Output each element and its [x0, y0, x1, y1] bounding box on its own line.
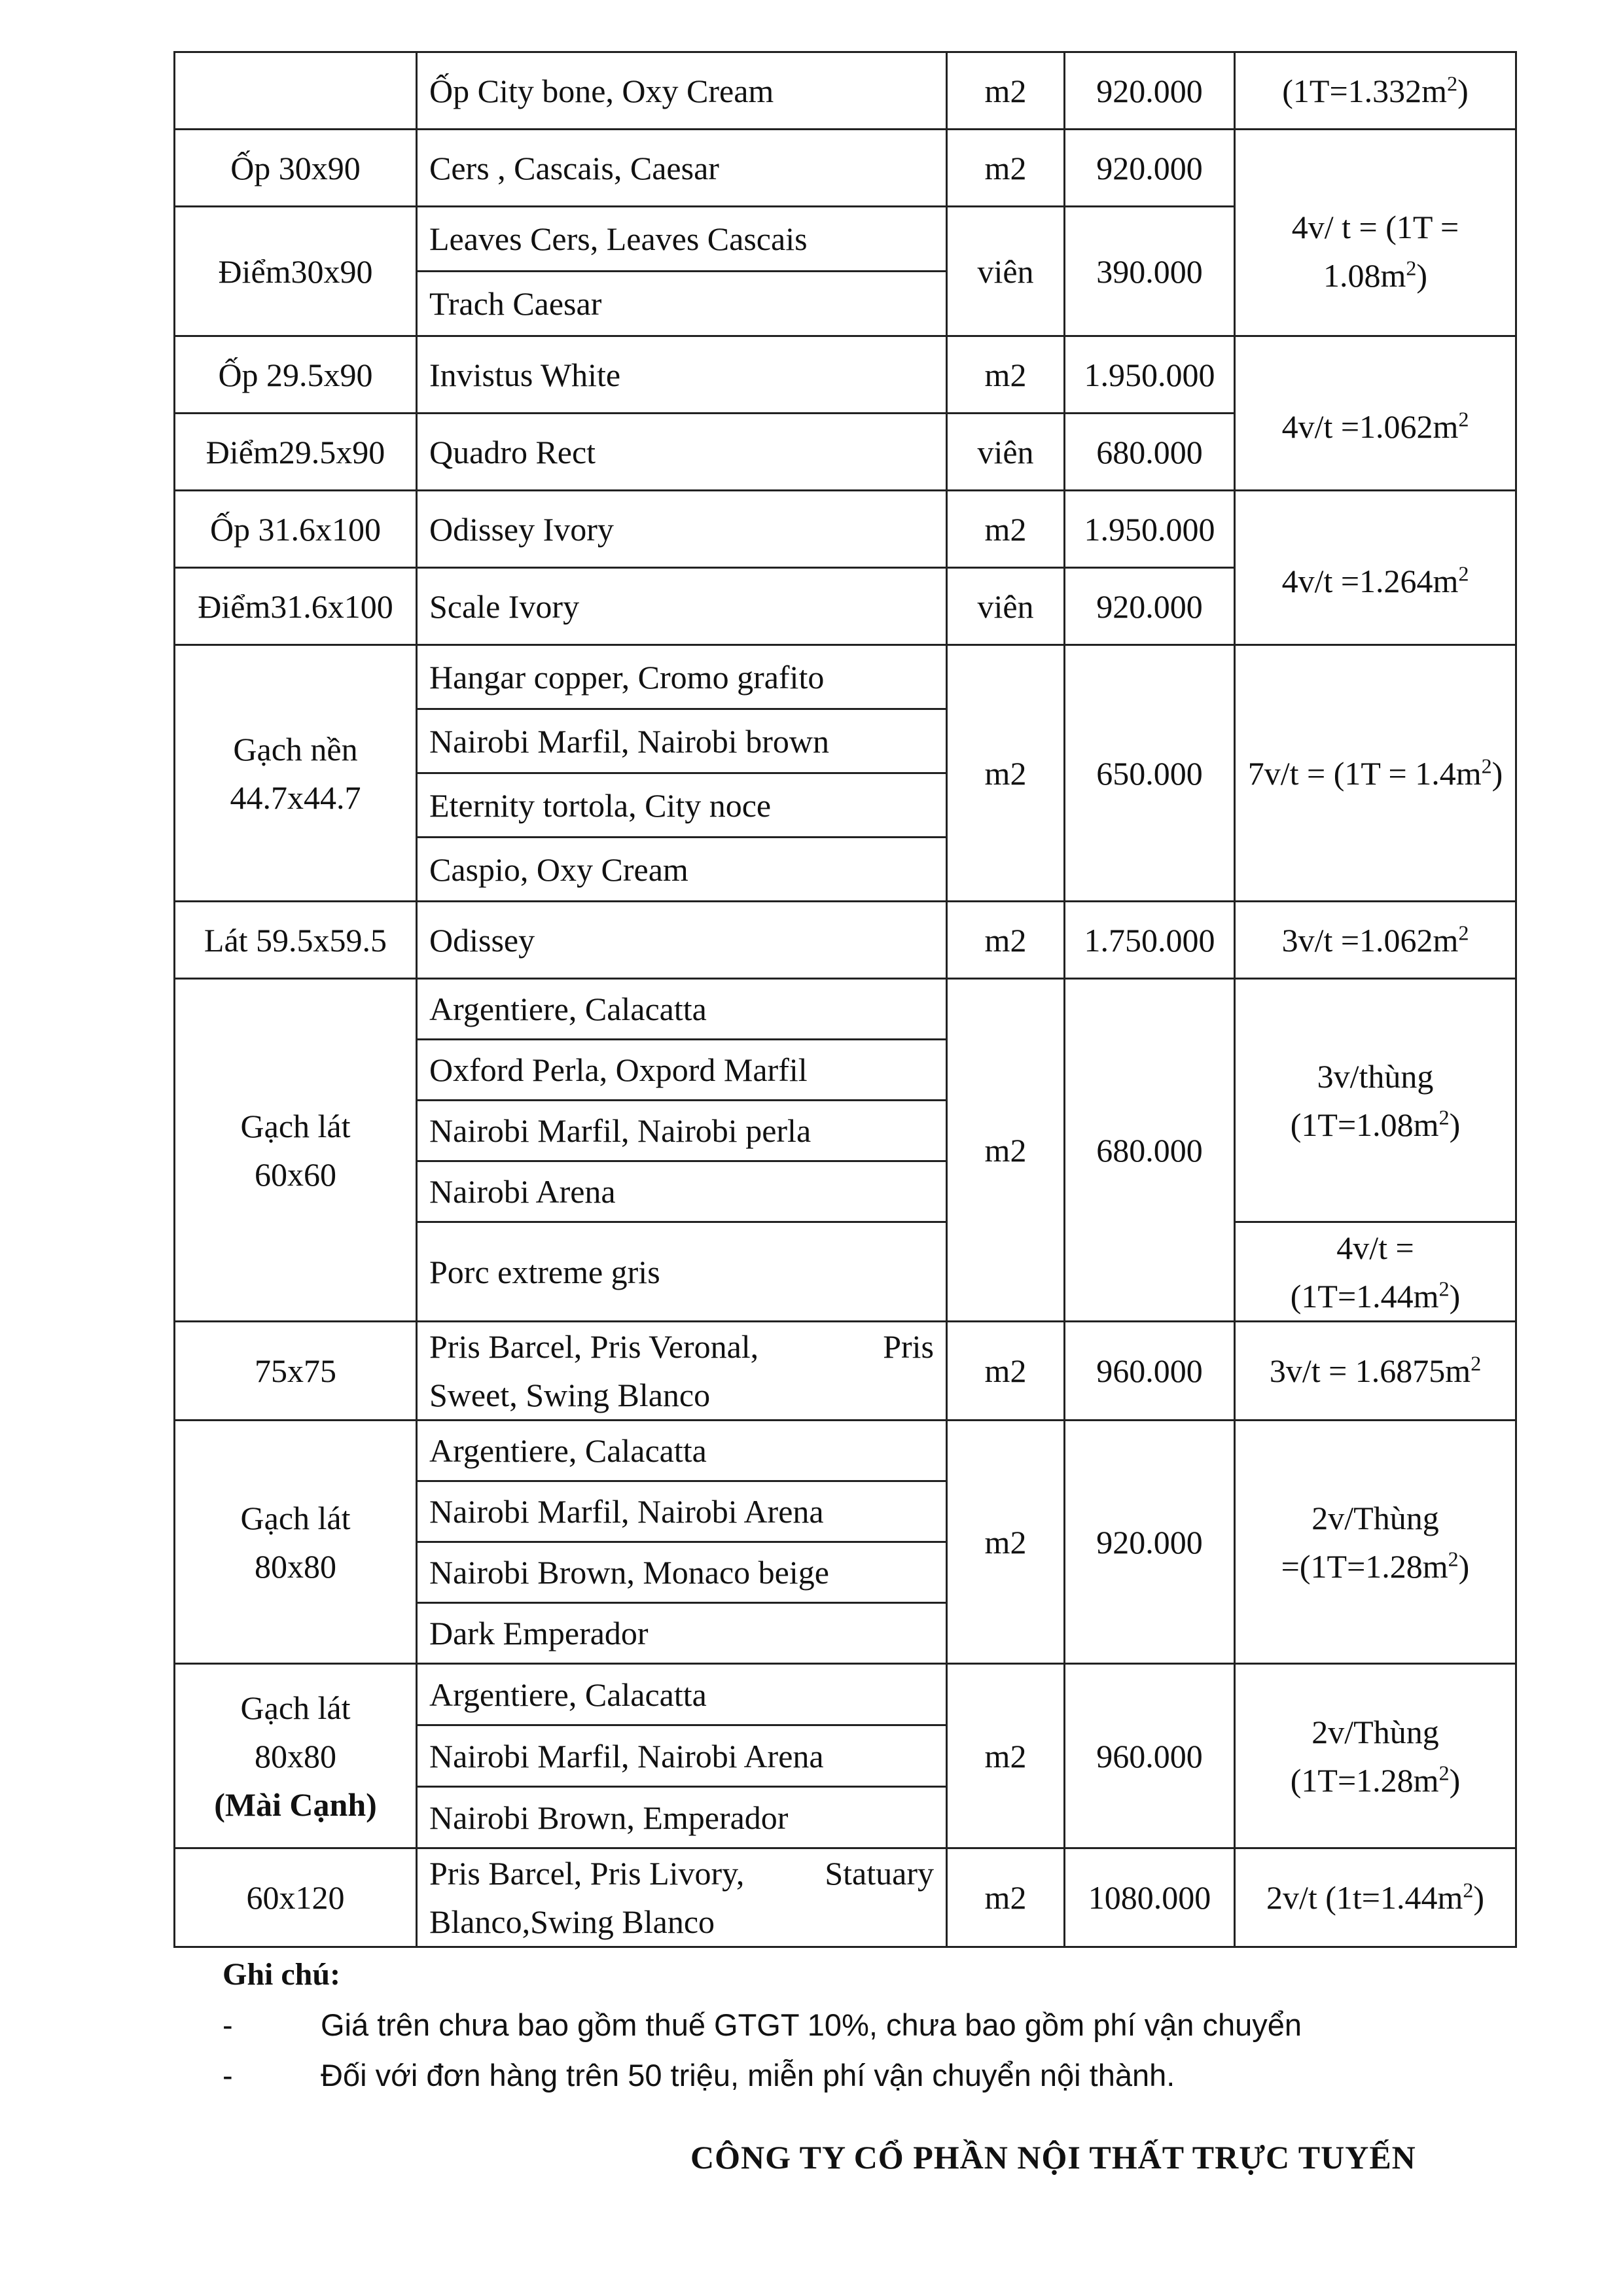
note-item — [223, 2007, 1466, 2043]
table-row — [175, 1322, 1516, 1421]
company-name: CÔNG TY CỔ PHẦN NỘI THẤT TRỰC TUYẾN — [690, 2139, 1416, 2176]
size-cell: Gạch nền 44.7x44.7 — [175, 645, 417, 902]
product-name: Scale Ivory — [417, 568, 947, 645]
pack-cell: 4v/t = $(1T=1.44m^2)$ — [1235, 1222, 1516, 1322]
pack-cell: $4v/t =1.264m^2$ — [1235, 491, 1516, 645]
unit-cell: m2 — [947, 1322, 1065, 1421]
price-table — [173, 51, 1517, 1948]
product-name: Oxford Perla, Oxpord Marfil — [417, 1040, 947, 1101]
product-name: Nairobi Marfil, Nairobi perla — [417, 1101, 947, 1161]
size-cell: Gạch lát 60x60 — [175, 979, 417, 1322]
note-text: Đối với đơn hàng trên 50 triệu, miễn phí vận chuyển nội thành. — [321, 2058, 1175, 2093]
pack-cell: $4v/t =1.062m^2$ — [1235, 336, 1516, 491]
unit-cell: m2 — [947, 336, 1065, 414]
table-row — [175, 336, 1516, 414]
product-name: Cers , Cascais, Caesar — [417, 130, 947, 207]
product-name: Argentiere, Calacatta — [417, 979, 947, 1040]
pack-cell: $7v/t = (1T = 1.4m^2)$ — [1235, 645, 1516, 902]
table-row — [175, 902, 1516, 979]
product-name: Hangar copper, Cromo grafito — [417, 645, 947, 709]
product-name: Eternity tortola, City noce — [417, 773, 947, 838]
size-cell: 75x75 — [175, 1322, 417, 1421]
pack-cell: $3v/t = 1.6875m^2$ — [1235, 1322, 1516, 1421]
product-name: Argentiere, Calacatta — [417, 1421, 947, 1481]
pack-cell: 2v/t $(1t=1.44m^2)$ — [1235, 1848, 1516, 1947]
price-cell: 1.950.000 — [1065, 336, 1235, 414]
table-row — [175, 1664, 1516, 1725]
product-name: Pris Barcel, Pris Veronal, Pris Sweet, Swing Blanco — [417, 1322, 947, 1421]
size-cell: Điểm29.5x90 — [175, 414, 417, 491]
table-row — [175, 1421, 1516, 1481]
product-name: Odissey — [417, 902, 947, 979]
product-name: Dark Emperador — [417, 1603, 947, 1664]
unit-cell: m2 — [947, 491, 1065, 568]
pack-cell: 3v/thùng $(1T=1.08m^2)$ — [1235, 979, 1516, 1222]
unit-cell: m2 — [947, 1664, 1065, 1848]
price-cell: 1080.000 — [1065, 1848, 1235, 1947]
product-name: Trach Caesar — [417, 272, 947, 336]
pack-cell: $(1T=1.332m^2)$ — [1235, 52, 1516, 130]
pack-cell: 2v/Thùng $=(1T=1.28m^2)$ — [1235, 1421, 1516, 1664]
unit-cell: viên — [947, 414, 1065, 491]
table-row — [175, 52, 1516, 130]
table-row — [175, 645, 1516, 709]
price-cell: 650.000 — [1065, 645, 1235, 902]
note-item — [223, 2057, 1466, 2093]
unit-cell: m2 — [947, 130, 1065, 207]
size-cell: Lát 59.5x59.5 — [175, 902, 417, 979]
note-dash: - — [223, 2007, 233, 2042]
price-cell: 920.000 — [1065, 1421, 1235, 1664]
product-name: Argentiere, Calacatta — [417, 1664, 947, 1725]
size-cell: Điểm30x90 — [175, 207, 417, 336]
product-name: Nairobi Brown, Monaco beige — [417, 1542, 947, 1603]
unit-cell: m2 — [947, 1848, 1065, 1947]
size-cell: Điểm31.6x100 — [175, 568, 417, 645]
table-row — [175, 1848, 1516, 1947]
price-cell: 960.000 — [1065, 1664, 1235, 1848]
product-name: Ốp City bone, Oxy Cream — [417, 52, 947, 130]
unit-cell: m2 — [947, 645, 1065, 902]
price-cell: 920.000 — [1065, 130, 1235, 207]
pack-cell: $3v/t =1.062m^2$ — [1235, 902, 1516, 979]
table-row — [175, 130, 1516, 207]
size-cell: Ốp 30x90 — [175, 130, 417, 207]
price-cell: 1.950.000 — [1065, 491, 1235, 568]
product-name: Odissey Ivory — [417, 491, 947, 568]
pack-cell: 2v/Thùng $(1T=1.28m^2)$ — [1235, 1664, 1516, 1848]
product-name: Caspio, Oxy Cream — [417, 838, 947, 902]
product-name: Nairobi Marfil, Nairobi Arena — [417, 1481, 947, 1542]
size-cell: 60x120 — [175, 1848, 417, 1947]
price-cell: 1.750.000 — [1065, 902, 1235, 979]
size-cell: Ốp 29.5x90 — [175, 336, 417, 414]
price-cell: 680.000 — [1065, 979, 1235, 1322]
note-dash: - — [223, 2058, 233, 2093]
price-cell: 390.000 — [1065, 207, 1235, 336]
product-name: Pris Barcel, Pris Livory, Statuary Blanco,Swing Blanco — [417, 1848, 947, 1947]
unit-cell: m2 — [947, 902, 1065, 979]
product-name: Nairobi Marfil, Nairobi Arena — [417, 1725, 947, 1787]
unit-cell: m2 — [947, 979, 1065, 1322]
unit-cell: m2 — [947, 52, 1065, 130]
price-cell: 960.000 — [1065, 1322, 1235, 1421]
product-name: Quadro Rect — [417, 414, 947, 491]
product-name: Nairobi Marfil, Nairobi brown — [417, 709, 947, 773]
size-cell: Gạch lát 80x80 (Mài Cạnh) — [175, 1664, 417, 1848]
price-cell: 920.000 — [1065, 568, 1235, 645]
price-cell: 920.000 — [1065, 52, 1235, 130]
product-name: Invistus White — [417, 336, 947, 414]
size-cell: Gạch lát 80x80 — [175, 1421, 417, 1664]
unit-cell: viên — [947, 568, 1065, 645]
size-cell — [175, 52, 417, 130]
table-row — [175, 491, 1516, 568]
product-name: Porc extreme gris — [417, 1222, 947, 1322]
product-name: Leaves Cers, Leaves Cascais — [417, 207, 947, 272]
note-text: Giá trên chưa bao gồm thuế GTGT 10%, chưa bao gồm phí vận chuyển — [321, 2007, 1302, 2042]
size-cell: Ốp 31.6x100 — [175, 491, 417, 568]
pack-cell: 4v/ $t = (1T = 1.08m^2)$ — [1235, 130, 1516, 336]
unit-cell: viên — [947, 207, 1065, 336]
product-name: Nairobi Arena — [417, 1161, 947, 1222]
unit-cell: m2 — [947, 1421, 1065, 1664]
product-name: Nairobi Brown, Emperador — [417, 1787, 947, 1848]
notes-title: Ghi chú: — [223, 1957, 341, 1992]
table-row — [175, 979, 1516, 1040]
notes-section — [223, 1956, 1466, 2108]
price-cell: 680.000 — [1065, 414, 1235, 491]
